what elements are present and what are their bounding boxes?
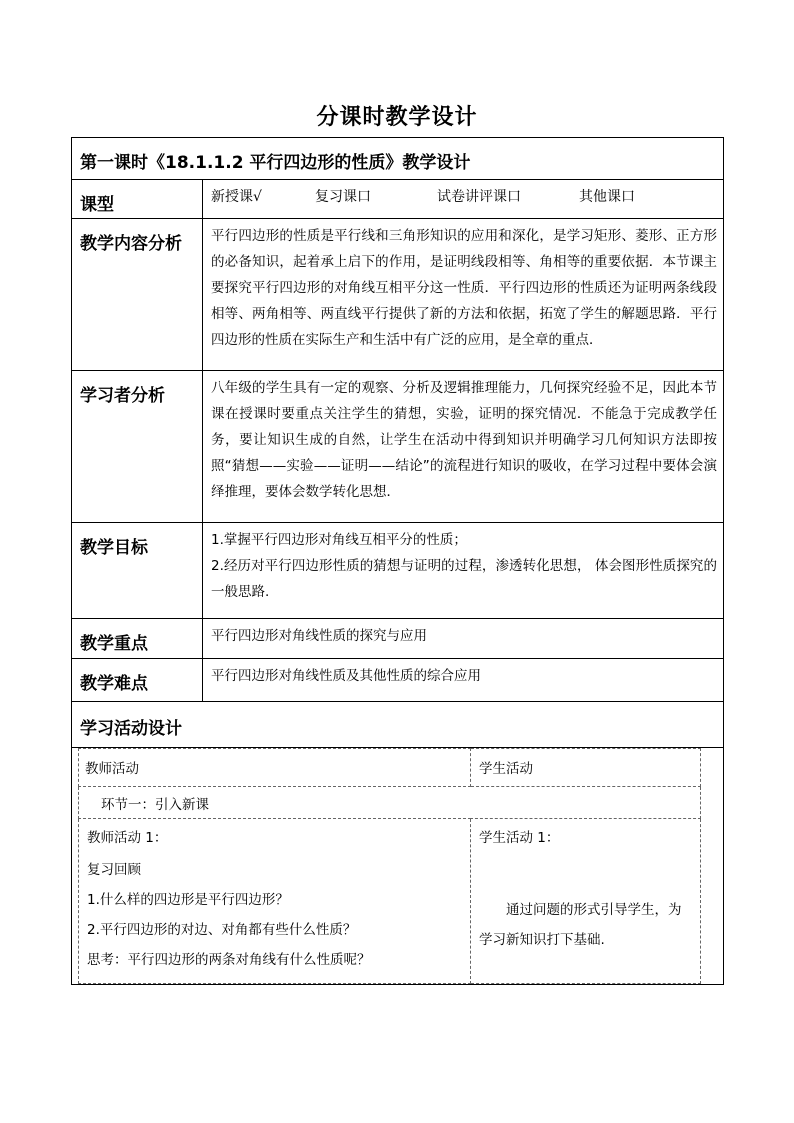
lesson-type-option: 试卷讲评课口 (437, 189, 521, 205)
activity-section (72, 748, 724, 985)
learner-analysis-label: 学习者分析 (72, 371, 203, 523)
key-points-label: 教学重点 (72, 619, 203, 659)
lesson-type-option: 其他课口 (579, 189, 635, 205)
learner-analysis-text: 八年级的学生具有一定的观察、分析及逻辑推理能力，几何探究经验不足，因此本节课在授课时要重点关注学生的猜想，实验，证明的探究情况．不能急于完成教学任务，要让知识生成的自然，让学生在活动中得到知识并明确学习几何知识方法即按照“猜想——实验——证明——结论”的流程进行知识的吸收，在学习过程中要体会演绎推理，要体会数学转化思想． (203, 371, 724, 523)
student-activity-label: 学生活动 1： (479, 830, 560, 846)
teacher-line: 2.平行四边形的对边、对角都有些什么性质？ (87, 922, 357, 938)
lesson-type-option: 新授课√ (211, 189, 262, 205)
teacher-activity-label: 教师活动 1： (87, 830, 168, 846)
objective-item: 2.经历对平行四边形性质的猜想与证明的过程，渗透转化思想， 体会图形性质探究的一般思路. (211, 558, 717, 600)
content-analysis-text: 平行四边形的性质是平行线和三角形知识的应用和深化，是学习矩形、菱形、正方形的必备知识，起着承上启下的作用，是证明线段相等、角相等的重要依据．本节课主要探究平行四边形的对角线互相平分这一性质．平行四边形的性质还为证明两条线段相等、两角相等、两直线平行提供了新的方法和依据，拓宽了学生的解题思路．平行四边形的性质在实际生产和生活中有广泛的应用，是全章的重点． (203, 219, 724, 371)
teacher-line: 复习回顾 (87, 862, 141, 878)
content-analysis-label: 教学内容分析 (72, 219, 203, 371)
difficulties-text: 平行四边形对角线性质及其他性质的综合应用 (203, 659, 724, 702)
teacher-line: 1.什么样的四边形是平行四边形？ (87, 892, 289, 908)
page-title: 分课时教学设计 (316, 105, 478, 130)
lesson-type-option: 复习课口 (315, 189, 371, 205)
lesson-plan-table (71, 137, 724, 985)
lesson-type-options (203, 180, 724, 219)
teacher-line: 思考：平行四边形的两条对角线有什么性质呢？ (87, 952, 371, 968)
activity-table (78, 748, 701, 984)
student-header: 学生活动 (471, 749, 701, 787)
objectives-label: 教学目标 (72, 523, 203, 619)
student-activity-text: 通过问题的形式引导学生，为学习新知识打下基础. (479, 902, 682, 948)
objective-item: 1.掌握平行四边形对角线互相平分的性质； (211, 532, 467, 548)
lesson-type-label: 课型 (72, 180, 203, 219)
key-points-text: 平行四边形对角线性质的探究与应用 (203, 619, 724, 659)
segment-title: 环节一：引入新课 (79, 787, 701, 819)
lesson-title: 第一课时《18.1.1.2 平行四边形的性质》教学设计 (72, 138, 724, 180)
teacher-header: 教师活动 (79, 749, 471, 787)
activity-design-label: 学习活动设计 (72, 702, 724, 748)
objectives-list (203, 523, 724, 619)
student-activity-cell (471, 819, 701, 984)
difficulties-label: 教学难点 (72, 659, 203, 702)
teacher-activity-cell (79, 819, 471, 984)
